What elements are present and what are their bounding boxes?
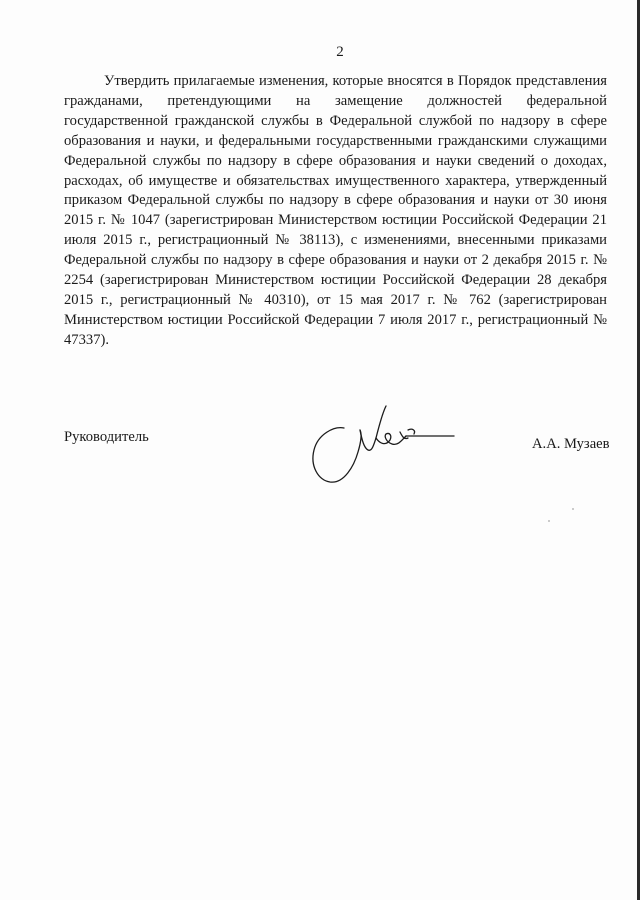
page-number: 2: [336, 44, 344, 60]
signatory-title: Руководитель: [64, 429, 149, 445]
signatory-name: А.А. Музаев: [532, 436, 610, 452]
scan-speck: [548, 520, 550, 522]
scan-speck: [572, 508, 574, 510]
handwritten-signature: [304, 400, 464, 490]
order-paragraph: Утвердить прилагаемые изменения, которые вносятся в Порядок представления гражданами, претендующими на замещение должностей федеральной государственной гражданской службы в Федеральной службой по надзору в сфере образования и науки, и федеральными государственными гражданскими служащими Федеральной службы по надзору в сфере образования и науки сведений о доходах, расходах, об имуществе и обязательствах имущественного характера, утвержденный приказом Федеральной службы по надзору в сфере образования и науки от 30 июня 2015 г. № 1047 (зарегистрирован Министерством юстиции Российской Федерации 21 июля 2015 г., регистрационный № 38113), с изменениями, внесенными приказами Федеральной службы по надзору в сфере образования и науки от 2 декабря 2015 г. № 2254 (зарегистрирован Министерством юстиции Российской Федерации 28 декабря 2015 г., регистрационный № 40310), от 15 мая 2017 г. № 762 (зарегистрирован Министерством юстиции Российской Федерации 7 июля 2017 г., регистрационный № 47337).: [64, 73, 607, 348]
